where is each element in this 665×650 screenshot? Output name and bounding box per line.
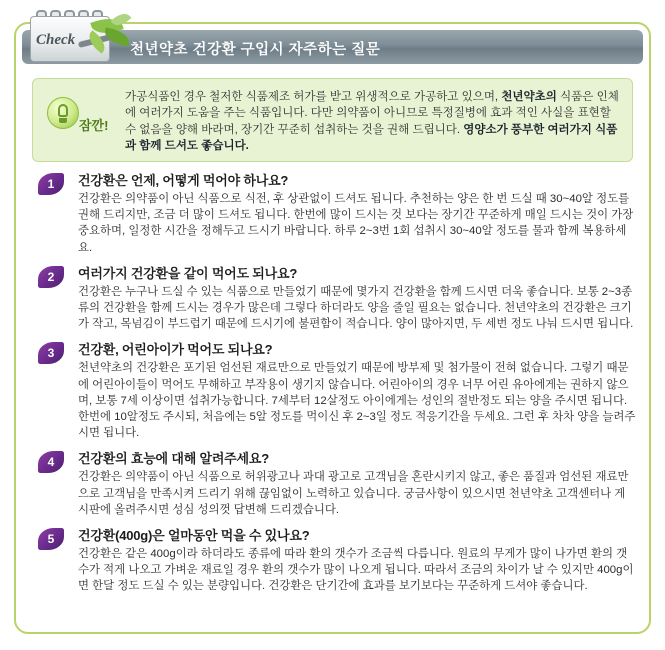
notice-text xyxy=(125,89,623,155)
faq-number: 2 xyxy=(47,269,55,284)
faq-number: 3 xyxy=(47,346,55,361)
faq-item xyxy=(32,339,636,441)
faq-answer: 건강환은 의약품이 아닌 식품으로 식전, 후 상관없이 드셔도 됩니다. 추천하는 양은 한 번 드실 때 30~40알 정도를 권해 드리지만, 조금 더 많이 드셔도 됩니다. 한번에 많이 드시는 것 보다는 장기간 꾸준하게 매일 드시는 것이 가장 중요하며, 일정한 시간을 정해두고 드시기 바랍니다. 하루 2~3번 1회 섭취시 30~40알 정도를 물과 함께 복용하세요. xyxy=(78,193,634,254)
faq-answer: 건강환은 같은 400g이라 하더라도 종류에 따라 환의 갯수가 조금씩 다릅니다. 원료의 무게가 많이 나가면 환의 갯수가 적게 나오고 가벼운 재료일 경우 환의 갯수가 많이 나오게 됩니다. 따라서 조금의 차이가 날 수 있지만 400g이면 한달 정도 드실 수 있는 분량입니다. 건강환은 단기간에 효과를 보기보다는 꾸준하게 드셔야 좋습니다. xyxy=(78,548,634,593)
number-badge-icon xyxy=(38,449,68,475)
faq-item xyxy=(32,170,636,256)
faq-item xyxy=(32,525,636,595)
faq-number: 5 xyxy=(47,532,55,547)
notice-box xyxy=(32,78,633,162)
faq-answer: 천년약초의 건강환은 포기된 엄선된 재료만으로 만들었기 때문에 방부제 및 첨가물이 전혀 없습니다. 그렇기 때문에 어린아이들이 먹어도 무해하고 부작용이 생기지 않습니다. 어린아이의 경우 너무 어린 유아에게는 권하지 않으며, 보통 7세 이상이면 섭취가능합니다. 7세부터 12살정도 아이에게는 성인의 절반정도 되는 양을 주시면 됩니다. 한번에 10알정도 주시되, 처음에는 5알 정도를 먹이신 후 2~3일 정도 적응기간을 두세요. 그런 후 차차 양을 늘려주시면 됩니다. xyxy=(78,362,636,440)
lightbulb-icon xyxy=(47,97,81,131)
faq-item xyxy=(32,448,636,518)
check-label: Check xyxy=(36,32,76,48)
faq-number: 1 xyxy=(47,177,55,191)
faq-item xyxy=(32,263,636,333)
number-badge-icon xyxy=(38,340,68,366)
notice-line2: 식품은 인체에 여러가지 도움을 주는 식품입니다. 다만 의약품이 아니므로 특정질병에 효과 xyxy=(125,91,619,120)
faq-answer: 건강환은 누구나 드실 수 있는 식품으로 만들었기 때문에 몇가지 건강환을 함께 드시면 더욱 좋습니다. 보통 2~3종류의 건강환을 함께 드시는 경우가 많은데 그렇다 하더라도 양을 줄일 필요는 없습니다. 천년약초의 건강환은 크기가 작고, 목넘김이 부드럽기 때문에 드시기에 불편함이 적습니다. 양이 많아지면, 두 세번 정도 나눠 드시면 됩니다. xyxy=(78,285,634,331)
faq-question: 건강환(400g)은 얼마동안 먹을 수 있나요? xyxy=(78,528,310,544)
notice-label: 잠깐! xyxy=(79,118,109,133)
notice-line1-b: 천년약초의 xyxy=(501,91,557,103)
faq-list xyxy=(32,170,636,602)
faq-question: 여러가지 건강환을 같이 먹어도 되나요? xyxy=(78,265,298,281)
faq-answer: 건강환은 의약품이 아닌 식품으로 허위광고나 과대 광고로 고객님을 혼란시키지 않고, 좋은 품질과 엄선된 재료만으로 고객님을 만족시켜 드리기 위해 끊임없이 노력하고 있습니다. 궁금사항이 있으시면 천년약초 고객센터나 게시판에 올려주시면 성심 성의껏 답변해 드리겠습니다. xyxy=(78,471,629,516)
page-title: 천년약초 건강환 구입시 자주하는 질문 xyxy=(130,42,381,58)
faq-question: 건강환의 효능에 대해 알려주세요? xyxy=(78,451,269,467)
check-notepad-badge xyxy=(28,8,112,62)
notice-line4: 영양소가 풍부한 여러가지 식품과 함께 드셔도 좋습니다. xyxy=(125,123,618,153)
faq-number: 4 xyxy=(47,455,55,470)
faq-question: 건강환, 어린아이가 먹어도 되나요? xyxy=(78,342,273,358)
number-badge-icon xyxy=(38,264,68,290)
faq-question: 건강환은 언제, 어떻게 먹어야 하나요? xyxy=(78,173,289,188)
number-badge-icon xyxy=(38,171,68,197)
number-badge-icon xyxy=(38,526,68,552)
notice-line1-a: 가공식품인 경우 철저한 식품제조 허가를 받고 위생적으로 가공하고 있으며, xyxy=(125,91,502,103)
notice-line3: 적인 사실을 표현할 수 없음을 양해 바라며, 장기간 꾸준히 섭취하는 것을 권해 드립니다. xyxy=(125,107,611,136)
